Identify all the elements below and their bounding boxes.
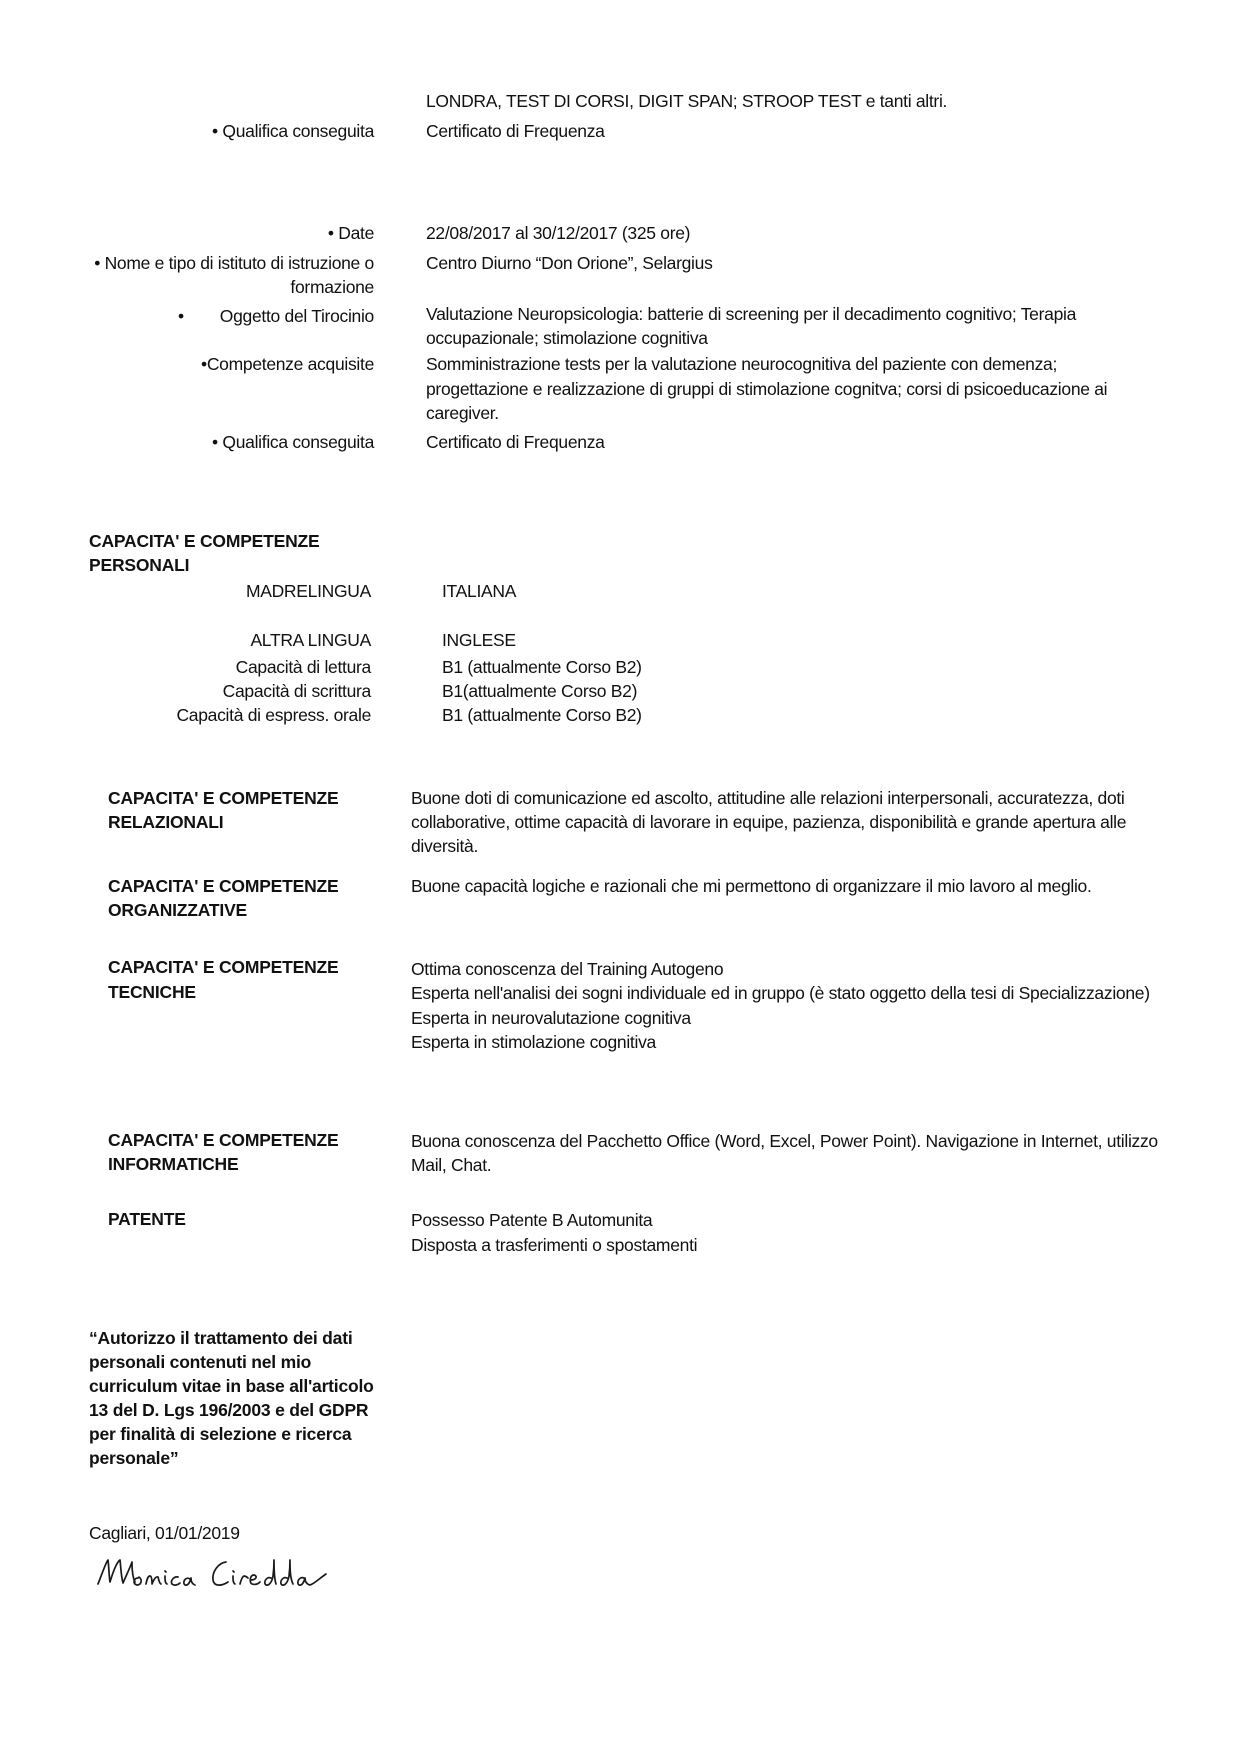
oggetto-value-line2: occupazionale; stimolazione cognitiva [426,328,708,348]
madrelingua-value: ITALIANA [442,581,517,601]
privacy-line5: per finalità di selezione e ricerca [89,1424,352,1444]
privacy-line6: personale” [89,1448,179,1468]
patente-text-line2: Disposta a trasferimenti o spostamenti [411,1235,698,1255]
personali-heading-line2: PERSONALI [89,555,190,575]
date-value: 22/08/2017 al 30/12/2017 (325 ore) [426,223,691,243]
competenze-value-line2: progettazione e realizzazione di gruppi di stimolazione cognitva; corsi di psicoeducazione ai [426,379,1108,399]
lettura-value: B1 (attualmente Corso B2) [442,657,642,677]
privacy-line2: personali contenuti nel mio [89,1352,312,1372]
handwritten-signature [94,1554,344,1598]
competenze-label: •Competenze acquisite [201,354,374,374]
istituto-value: Centro Diurno “Don Orione”, Selargius [426,253,713,273]
madrelingua-label: MADRELINGUA [245,581,371,601]
organizzative-text-line1: Buone capacità logiche e razionali che mi permettono di organizzare il mio lavoro al meglio. [411,876,1092,896]
tecniche-heading-line2: TECNICHE [108,982,196,1002]
competenze-value-line3: caregiver. [426,403,499,423]
orale-label: Capacità di espress. orale [176,705,371,725]
place-date: Cagliari, 01/01/2019 [89,1523,240,1543]
scrittura-label: Capacità di scrittura [222,681,371,701]
istituto-label-line2: formazione [290,277,374,297]
tirocinio-qualifica-value: Certificato di Frequenza [426,432,605,452]
istituto-label-line1: • Nome e tipo di istituto di istruzione o [94,253,374,273]
competenze-value-line1: Somministrazione tests per la valutazione neurocognitiva del paziente con demenza; [426,354,1058,374]
tecniche-text-line3: Esperta in neurovalutazione cognitiva [411,1008,691,1028]
organizzative-heading-line2: ORGANIZZATIVE [108,900,248,920]
relazionali-text-line2: collaborative, ottime capacità di lavorare in equipe, pazienza, disponibilità e grande apertura alle [411,812,1127,832]
tecniche-heading-line1: CAPACITA' E COMPETENZE [108,957,339,977]
organizzative-heading-line1: CAPACITA' E COMPETENZE [108,876,339,896]
orale-value: B1 (attualmente Corso B2) [442,705,642,725]
relazionali-heading-line1: CAPACITA' E COMPETENZE [108,788,339,808]
privacy-line4: 13 del D. Lgs 196/2003 e del GDPR [89,1400,369,1420]
entry-prev-continuation: LONDRA, TEST DI CORSI, DIGIT SPAN; STROOP TEST e tanti altri. [426,91,948,111]
scrittura-value: B1(attualmente Corso B2) [442,681,638,701]
date-label: • Date [327,223,374,243]
altra-lingua-label: ALTRA LINGUA [250,630,371,650]
tirocinio-qualifica-label: • Qualifica conseguita [212,432,374,452]
relazionali-text-line1: Buone doti di comunicazione ed ascolto, attitudine alle relazioni interpersonali, accuratezza, doti [411,788,1125,808]
tecniche-text-line4: Esperta in stimolazione cognitiva [411,1032,656,1052]
altra-lingua-value: INGLESE [442,630,516,650]
lettura-label: Capacità di lettura [235,657,371,677]
patente-text-line1: Possesso Patente B Automunita [411,1210,653,1230]
informatiche-text-line2: Mail, Chat. [411,1155,492,1175]
personali-heading-line1: CAPACITA' E COMPETENZE [89,531,320,551]
tecniche-text-line1: Ottima conoscenza del Training Autogeno [411,959,724,979]
privacy-line3: curriculum vitae in base all'articolo [89,1376,374,1396]
informatiche-heading-line2: INFORMATICHE [108,1154,239,1174]
privacy-line1: “Autorizzo il trattamento dei dati [89,1328,353,1348]
entry-prev-qualifica-label: • Qualifica conseguita [212,121,374,141]
oggetto-bullet: • [178,306,185,326]
tecniche-text-line2: Esperta nell'analisi dei sogni individuale ed in gruppo (è stato oggetto della tesi di Specializzazione) [411,983,1150,1003]
entry-prev-qualifica-value: Certificato di Frequenza [426,121,605,141]
oggetto-label: Oggetto del Tirocinio [219,306,374,326]
relazionali-heading-line2: RELAZIONALI [108,812,224,832]
oggetto-value-line1: Valutazione Neuropsicologia: batterie di screening per il decadimento cognitivo; Terapia [426,304,1077,324]
informatiche-text-line1: Buona conoscenza del Pacchetto Office (Word, Excel, Power Point). Navigazione in Internet, utilizzo [411,1131,1158,1151]
informatiche-heading-line1: CAPACITA' E COMPETENZE [108,1130,339,1150]
patente-heading: PATENTE [108,1209,186,1229]
relazionali-text-line3: diversità. [411,836,479,856]
